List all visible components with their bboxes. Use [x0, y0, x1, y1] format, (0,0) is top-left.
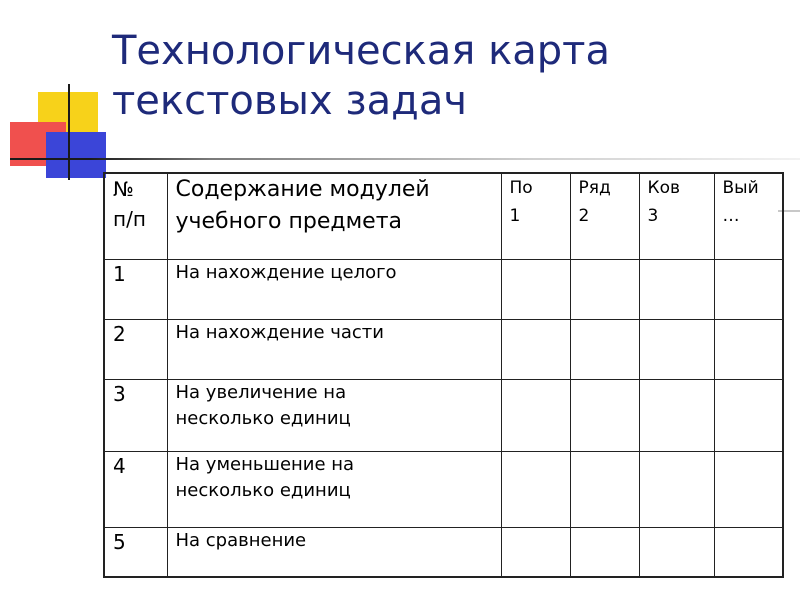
- header-num-line1: №: [113, 177, 134, 201]
- table-cell-empty: [714, 379, 783, 451]
- table-cell-empty: [570, 319, 639, 379]
- header-col5-cell: [639, 173, 714, 259]
- header-col6-cell: [714, 173, 783, 259]
- header-content-cell: [167, 173, 501, 259]
- table-cell-empty: [639, 527, 714, 577]
- table-cell-empty: [501, 527, 570, 577]
- row-content-cell: [167, 527, 501, 577]
- slide-title: [112, 26, 610, 126]
- table-cell-empty: [501, 319, 570, 379]
- row-content-line1: На уменьшение на: [175, 453, 355, 475]
- table-cell-empty: [714, 527, 783, 577]
- slide-title-line2: текстовых задач: [112, 78, 467, 124]
- row-num-cell: 1: [104, 259, 167, 319]
- row-num-cell: 3: [104, 379, 167, 451]
- row-content-line2: несколько единиц: [175, 407, 351, 429]
- table-row: [104, 319, 783, 379]
- table-cell-empty: [714, 319, 783, 379]
- decor-vertical-line: [68, 84, 70, 180]
- header-col3-line2: 1: [509, 206, 521, 226]
- table-cell-empty: [714, 259, 783, 319]
- decor-blue-square: [46, 132, 106, 178]
- header-content-line2: учебного предмета: [175, 209, 402, 234]
- table-row: [104, 379, 783, 451]
- row-num-cell: 4: [104, 451, 167, 527]
- header-col4-line1: Ряд: [578, 178, 611, 198]
- table-cell-empty: [714, 451, 783, 527]
- header-col6-line2: …: [722, 206, 740, 226]
- table-cell-empty: [570, 527, 639, 577]
- header-col4-line2: 2: [578, 206, 590, 226]
- row-content-line1: На увеличение на: [175, 381, 347, 403]
- table-cell-empty: [639, 451, 714, 527]
- row-content-line1: На нахождение части: [175, 321, 384, 343]
- table-row: [104, 527, 783, 577]
- header-col5-line2: 3: [647, 206, 659, 226]
- table-cell-empty: [639, 379, 714, 451]
- table-cell-empty: [639, 319, 714, 379]
- row-content-cell: [167, 259, 501, 319]
- table-row: [104, 259, 783, 319]
- table-header-row: [104, 173, 783, 259]
- header-col4-cell: [570, 173, 639, 259]
- header-num-line2: п/п: [113, 207, 146, 231]
- row-content-line1: На нахождение целого: [175, 261, 397, 283]
- row-content-line1: На сравнение: [175, 529, 307, 551]
- table-cell-empty: [570, 451, 639, 527]
- header-content-line1: Содержание модулей: [175, 177, 430, 202]
- table-row: [104, 451, 783, 527]
- header-col5-line1: Ков: [647, 178, 680, 198]
- row-content-cell: [167, 319, 501, 379]
- row-num-cell: 2: [104, 319, 167, 379]
- table-cell-empty: [570, 259, 639, 319]
- header-num-cell: [104, 173, 167, 259]
- header-col3-cell: [501, 173, 570, 259]
- row-content-cell: [167, 451, 501, 527]
- header-col3-line1: По: [509, 178, 533, 198]
- decor-horizontal-line: [10, 158, 800, 160]
- header-col6-line1: Вый: [722, 178, 759, 198]
- row-content-cell: [167, 379, 501, 451]
- table-cell-empty: [501, 451, 570, 527]
- row-num-cell: 5: [104, 527, 167, 577]
- table-cell-empty: [639, 259, 714, 319]
- table-cell-empty: [570, 379, 639, 451]
- slide-title-line1: Технологическая карта: [112, 28, 610, 74]
- tech-map-table: [103, 172, 784, 578]
- table-cell-empty: [501, 379, 570, 451]
- table-cell-empty: [501, 259, 570, 319]
- row-content-line2: несколько единиц: [175, 479, 351, 501]
